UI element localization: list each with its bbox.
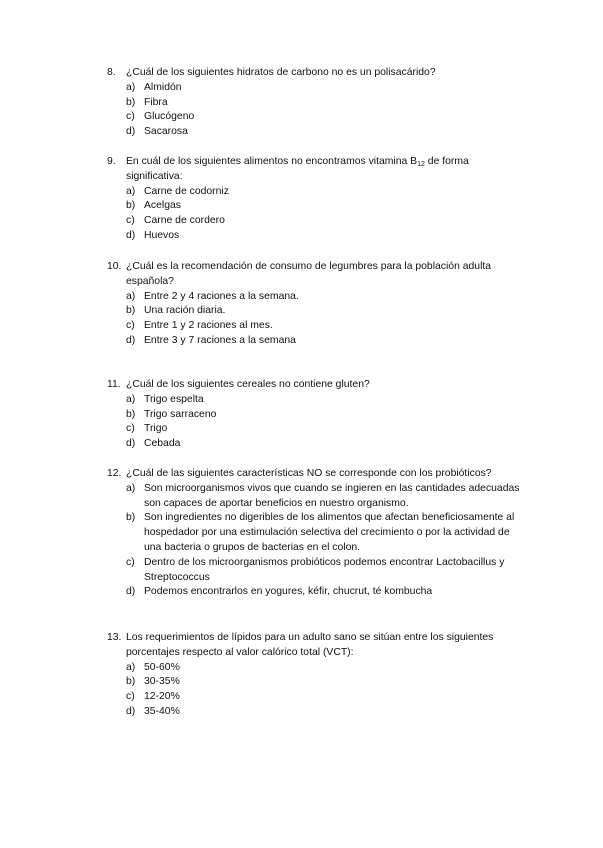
option-d xyxy=(107,229,527,244)
option-text: Fibra xyxy=(144,96,168,108)
option-d xyxy=(107,125,527,140)
option-text: Almidón xyxy=(144,81,182,93)
option-text: Glucógeno xyxy=(144,111,195,123)
question-text-part: de forma significativa: xyxy=(126,156,469,182)
option-b xyxy=(107,408,527,423)
option-c xyxy=(107,214,527,229)
question-text-part: En cuál de los siguientes alimentos no encontramos vitamina B xyxy=(126,156,418,167)
option-a xyxy=(107,661,527,676)
option-letter: a) xyxy=(126,482,136,494)
question-text: ¿Cuál es la recomendación de consumo de legumbres para la población adulta española? xyxy=(126,261,492,287)
question-13 xyxy=(107,631,527,720)
option-letter: d) xyxy=(126,586,136,598)
option-text: Entre 3 y 7 raciones a la semana xyxy=(144,334,296,346)
option-a xyxy=(107,185,527,200)
option-text: 50-60% xyxy=(144,661,180,673)
question-9 xyxy=(107,155,527,244)
option-letter: a) xyxy=(126,290,136,302)
question-number: 12. xyxy=(107,468,122,479)
option-b xyxy=(107,199,527,214)
question-text xyxy=(107,155,527,185)
option-letter: a) xyxy=(126,661,136,673)
option-d xyxy=(107,705,527,720)
question-number: 8. xyxy=(107,67,116,78)
option-text: Trigo xyxy=(144,423,168,435)
option-b xyxy=(107,96,527,111)
option-letter: b) xyxy=(126,512,136,524)
option-text: Acelgas xyxy=(144,200,181,212)
option-letter: c) xyxy=(126,691,135,703)
question-number: 11. xyxy=(107,379,121,390)
option-text: Trigo espelta xyxy=(144,393,204,405)
option-c xyxy=(107,690,527,705)
question-10 xyxy=(107,260,527,349)
option-text: Entre 2 y 4 raciones a la semana. xyxy=(144,290,299,302)
question-12 xyxy=(107,467,527,600)
option-c xyxy=(107,556,527,586)
option-letter: d) xyxy=(126,126,136,138)
option-letter: c) xyxy=(126,423,135,435)
option-letter: b) xyxy=(126,676,136,688)
option-text: Podemos encontrarlos en yogures, kéfir, chucrut, té kombucha xyxy=(144,586,433,598)
option-letter: d) xyxy=(126,705,136,717)
option-text: 35-40% xyxy=(144,705,180,717)
question-number: 9. xyxy=(107,156,116,167)
question-text: Los requerimientos de lípidos para un adulto sano se sitúan entre los siguientes porcentajes respecto al valor calórico total (VCT): xyxy=(126,632,494,658)
question-text: ¿Cuál de los siguientes hidratos de carbono no es un polisacárido? xyxy=(126,67,436,78)
option-b xyxy=(107,304,527,319)
option-letter: b) xyxy=(126,96,136,108)
option-a xyxy=(107,482,527,512)
option-letter: a) xyxy=(126,81,136,93)
option-text: Son ingredientes no digeribles de los alimentos que afectan beneficiosamente al hospedador por una estimulación selectiva del crecimiento o por la actividad de una bacteria o grupos de bacterias en el colon. xyxy=(144,512,515,553)
option-text: 30-35% xyxy=(144,676,180,688)
option-letter: a) xyxy=(126,393,136,405)
option-letter: c) xyxy=(126,215,135,227)
question-8 xyxy=(107,66,527,140)
option-c xyxy=(107,110,527,125)
question-text: ¿Cuál de las siguientes características NO se corresponde con los probióticos? xyxy=(126,468,492,479)
option-text: Carne de cordero xyxy=(144,215,225,227)
option-c xyxy=(107,319,527,334)
option-letter: a) xyxy=(126,185,136,197)
option-text: Una ración diaria. xyxy=(144,305,226,317)
option-text: Sacarosa xyxy=(144,126,188,138)
option-text: Carne de codorniz xyxy=(144,185,229,197)
subscript: 12 xyxy=(417,161,425,168)
option-text: Entre 1 y 2 raciones al mes. xyxy=(144,320,273,332)
option-c xyxy=(107,422,527,437)
option-a xyxy=(107,393,527,408)
option-a xyxy=(107,81,527,96)
option-letter: d) xyxy=(126,438,136,450)
option-letter: c) xyxy=(126,111,135,123)
option-d xyxy=(107,585,527,600)
option-text: 12-20% xyxy=(144,691,180,703)
option-text: Huevos xyxy=(144,229,180,241)
question-text: ¿Cuál de los siguientes cereales no contiene gluten? xyxy=(126,379,370,390)
option-text: Dentro de los microorganismos probióticos podemos encontrar Lactobacillus y Streptococcus xyxy=(144,556,505,583)
option-b xyxy=(107,675,527,690)
question-11 xyxy=(107,378,527,452)
option-text: Son microorganismos vivos que cuando se ingieren en las cantidades adecuadas son capaces de aportar beneficios en nuestro organismo. xyxy=(144,482,520,509)
option-letter: b) xyxy=(126,408,136,420)
option-text: Trigo sarraceno xyxy=(144,408,217,420)
option-text: Cebada xyxy=(144,438,181,450)
option-a xyxy=(107,290,527,305)
option-letter: c) xyxy=(126,320,135,332)
option-letter: d) xyxy=(126,334,136,346)
option-letter: b) xyxy=(126,200,136,212)
question-number: 13. xyxy=(107,632,122,643)
option-letter: b) xyxy=(126,305,136,317)
option-letter: d) xyxy=(126,229,136,241)
option-letter: c) xyxy=(126,556,135,568)
option-b xyxy=(107,511,527,555)
option-d xyxy=(107,437,527,452)
question-number: 10. xyxy=(107,261,122,272)
option-d xyxy=(107,334,527,349)
